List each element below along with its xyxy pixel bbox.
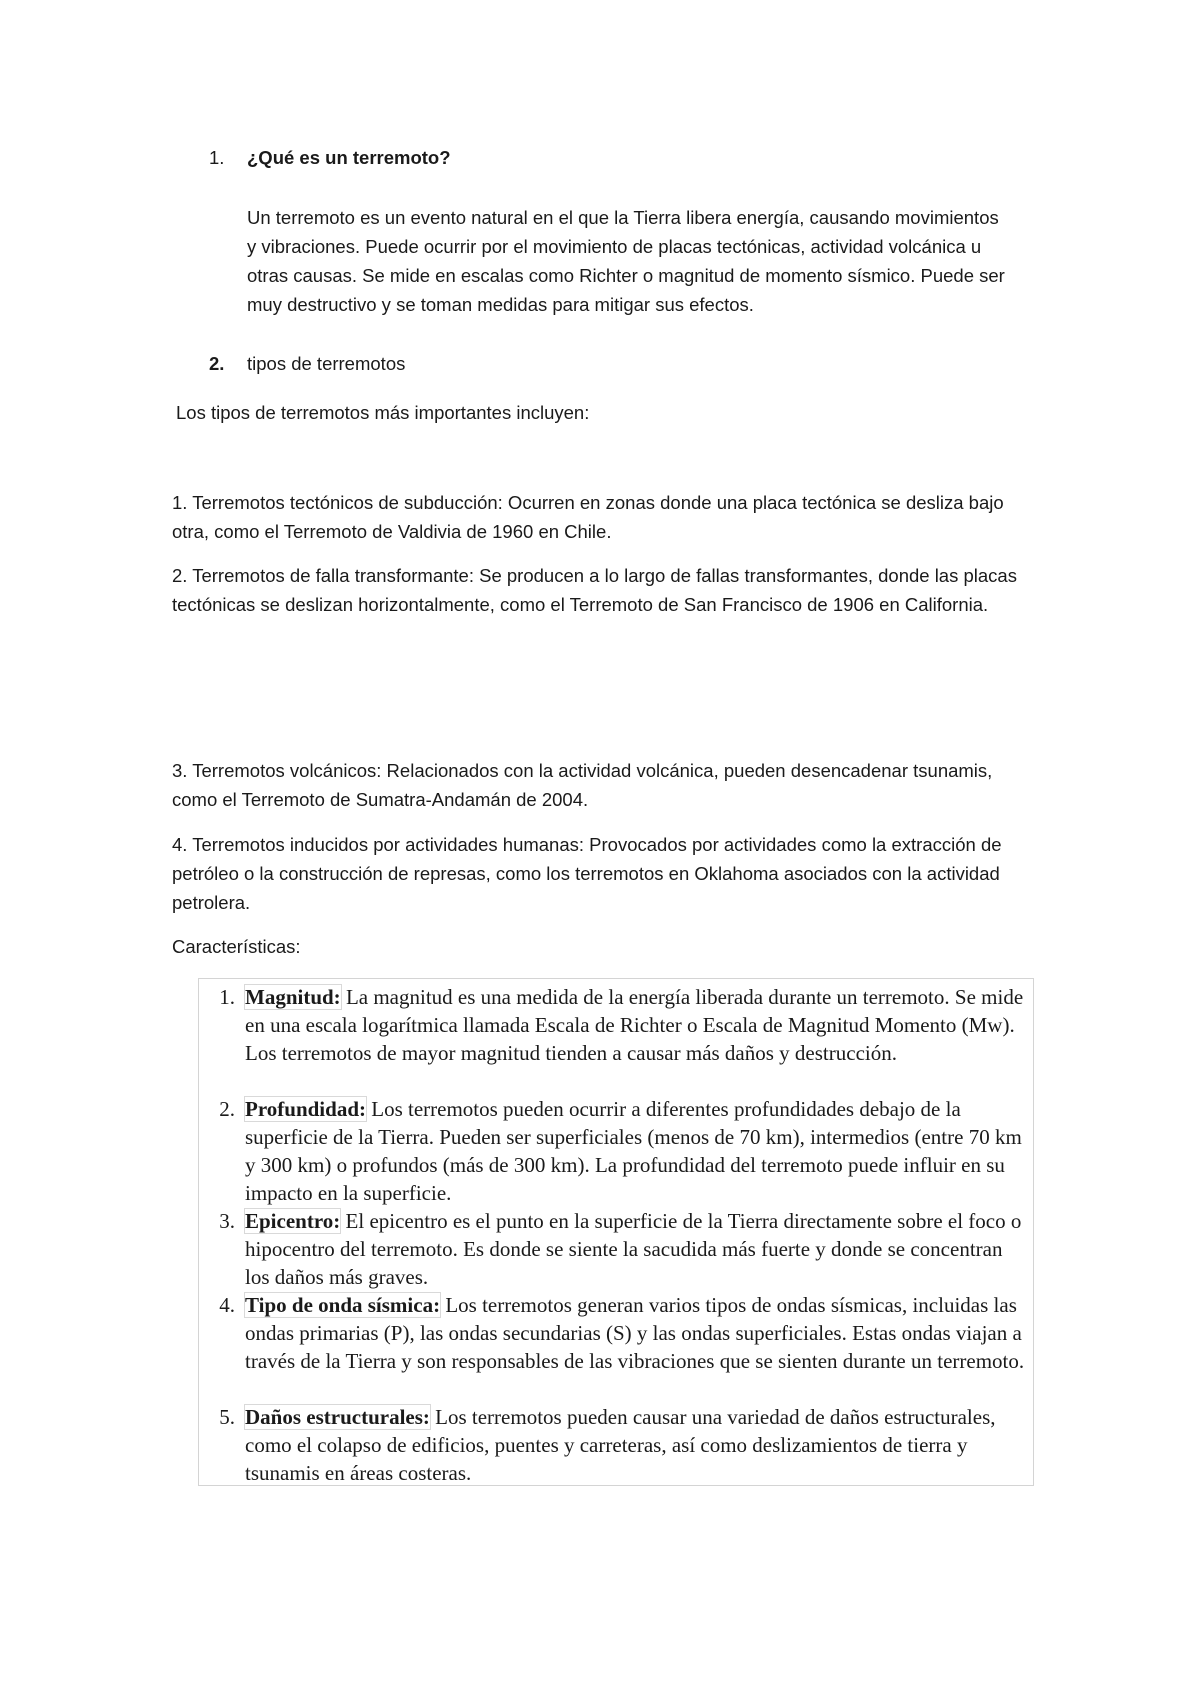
list-item-text: Los terremotos generan varios tipos de ondas sísmicas, incluidas las ondas primarias (P), las ondas secundarias (S) y las ondas superficiales. Estas ondas viajan a través de la Tierra y son responsables de las vibraciones que se sienten durante un terremoto. bbox=[245, 1293, 1025, 1373]
section1-number: 1. bbox=[209, 147, 225, 168]
list-item-text: La magnitud es una medida de la energía liberada durante un terremoto. Se mide en una escala logarítmica llamada Escala de Richter o Escala de Magnitud Momento (Mw). Los terremotos de mayor magnitud tienden a causar más daños y destrucción. bbox=[245, 985, 1024, 1065]
list-item-number: 1. bbox=[219, 985, 235, 1009]
list-item-number: 5. bbox=[219, 1405, 235, 1429]
list-item-text: Los terremotos pueden ocurrir a diferentes profundidades debajo de la superficie de la Tierra. Pueden ser superficiales (menos de 70 km), intermedios (entre 70 km y 300 km) o profundos (más de 300 km). La profundidad del terremoto puede influir en su impacto en la superficie. bbox=[245, 1097, 1022, 1205]
type-paragraph-subduccion: 1. Terremotos tectónicos de subducción: Ocurren en zonas donde una placa tectónica se desliza bajo otra, como el Terremoto de Valdivia de 1960 en Chile. bbox=[172, 492, 1004, 542]
characteristics-list bbox=[198, 978, 1034, 1486]
type-paragraph-volcanicos: 3. Terremotos volcánicos: Relacionados con la actividad volcánica, pueden desencadenar tsunamis, como el Terremoto de Sumatra-Andamán de 2004. bbox=[172, 760, 993, 810]
list-item-term: Tipo de onda sísmica: bbox=[245, 1293, 441, 1317]
section1-heading: ¿Qué es un terremoto? bbox=[247, 147, 451, 168]
characteristics-heading: Características: bbox=[172, 936, 301, 957]
list-item-text: Los terremotos pueden causar una variedad de daños estructurales, como el colapso de edificios, puentes y carreteras, así como deslizamientos de tierra y tsunamis en áreas costeras. bbox=[245, 1405, 996, 1485]
type-paragraph-falla-transformante: 2. Terremotos de falla transformante: Se producen a lo largo de fallas transformantes, donde las placas tectónicas se deslizan horizontalmente, como el Terremoto de San Francisco de 1906 en California. bbox=[172, 565, 1017, 615]
list-item-term: Daños estructurales: bbox=[245, 1405, 430, 1429]
type-paragraph-inducidos: 4. Terremotos inducidos por actividades humanas: Provocados por actividades como la extracción de petróleo o la construcción de represas, como los terremotos en Oklahoma asociados con la actividad petrolera. bbox=[172, 834, 1002, 913]
list-item-number: 2. bbox=[219, 1097, 235, 1121]
section2-number: 2. bbox=[209, 353, 225, 374]
section1-body: Un terremoto es un evento natural en el que la Tierra libera energía, causando movimientos y vibraciones. Puede ocurrir por el movimiento de placas tectónicas, actividad volcánica u otras causas. Se mide en escalas como Richter o magnitud de momento sísmico. Puede ser muy destructivo y se toman medidas para mitigar sus efectos. bbox=[247, 207, 1005, 315]
list-item-number: 3. bbox=[219, 1209, 235, 1233]
list-item-number: 4. bbox=[219, 1293, 235, 1317]
list-item-text: El epicentro es el punto en la superficie de la Tierra directamente sobre el foco o hipocentro del terremoto. Es donde se siente la sacudida más fuerte y donde se concentran los daños más graves. bbox=[245, 1209, 1022, 1289]
list-item-term: Magnitud: bbox=[245, 985, 341, 1009]
list-item-term: Profundidad: bbox=[245, 1097, 366, 1121]
list-item-term: Epicentro: bbox=[245, 1209, 341, 1233]
section2-heading: tipos de terremotos bbox=[247, 353, 406, 374]
types-lead-text: Los tipos de terremotos más importantes incluyen: bbox=[176, 402, 590, 423]
